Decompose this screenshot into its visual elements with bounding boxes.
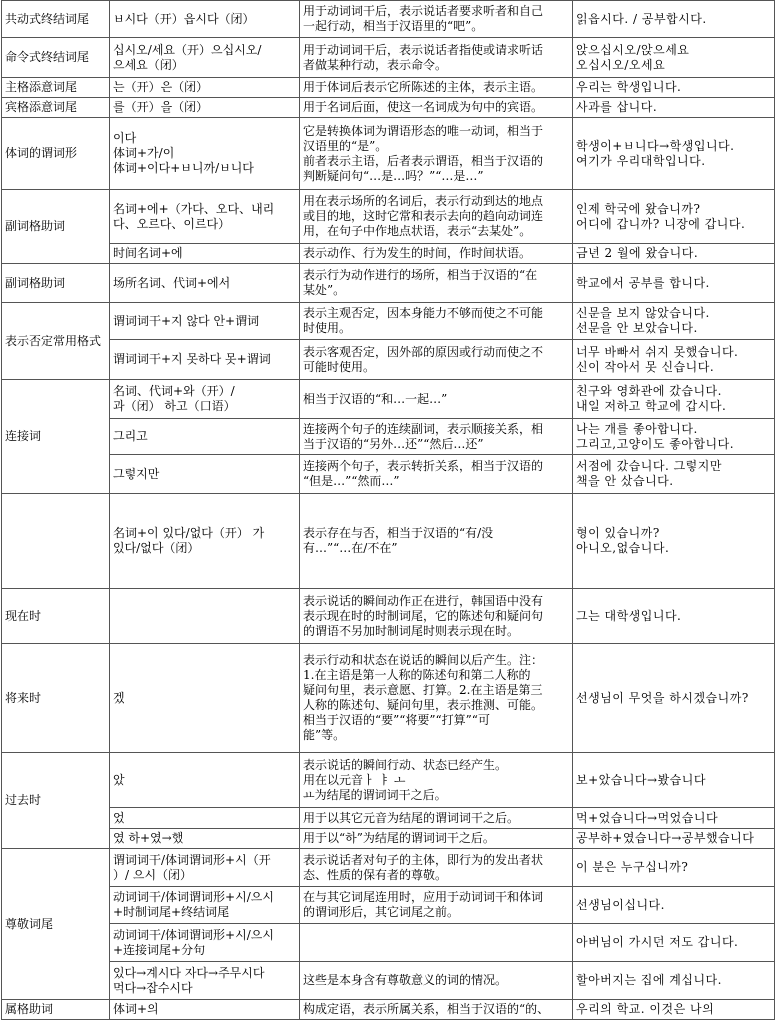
example-cell: 보+았습니다→봤습니다 [573, 753, 775, 808]
form-cell: 았 [110, 753, 300, 808]
form-cell: ㅂ시다（开）읍시다（闭） [110, 1, 300, 38]
category-cell: 主格添意词尾 [2, 78, 110, 98]
table-row [2, 494, 775, 589]
description-cell: 用于体词后表示它所陈述的主体，表示主语。 [300, 78, 573, 98]
category-cell: 宾格添意词尾 [2, 98, 110, 118]
category-cell: 过去时 [2, 753, 110, 849]
table-row [2, 924, 775, 962]
example-cell: 우리의 학교. 이것은 나의 [573, 1000, 775, 1020]
description-cell: 表示行为动作进行的场所，相当于汉语的“在 某处”。 [300, 264, 573, 303]
form-cell: 그렇지만 [110, 455, 300, 494]
table-row [2, 849, 775, 887]
example-cell: 할아버지는 집에 계십니다. [573, 962, 775, 1000]
form-cell: 名词+이 있다/없다（开） 가 있다/없다（闭） [110, 494, 300, 589]
example-cell: 사과를 삽니다. [573, 98, 775, 118]
description-cell [300, 924, 573, 962]
table-row [2, 303, 775, 340]
table-row [2, 644, 775, 753]
description-cell: 相当于汉语的“和…一起…” [300, 380, 573, 419]
table-row [2, 887, 775, 924]
category-cell: 现在时 [2, 589, 110, 644]
table-row [2, 78, 775, 98]
table-row [2, 264, 775, 303]
form-cell: 动词词干/体词谓词形+시/으시 +时制词尾+终结词尾 [110, 887, 300, 924]
form-cell [110, 589, 300, 644]
example-cell: 우리는 학생입니다. [573, 78, 775, 98]
example-cell: 너무 바빠서 쉬지 못했습니다. 신이 작아서 못 신습니다. [573, 340, 775, 380]
description-cell: 连接两个句子，表示转折关系，相当于汉语的 “但是…”“然而…” [300, 455, 573, 494]
category-cell: 表示否定常用格式 [2, 303, 110, 380]
description-cell: 用于动词词干后，表示说话者要求听者和自己 一起行动，相当于汉语里的“吧”。 [300, 1, 573, 38]
description-cell: 表示客观否定，因外部的原因或行动而使之不 可能时使用。 [300, 340, 573, 380]
category-cell: 连接词 [2, 380, 110, 494]
description-cell: 这些是本身含有尊敬意义的词的情况。 [300, 962, 573, 1000]
table-row [2, 340, 775, 380]
category-cell: 尊敬词尾 [2, 849, 110, 1000]
table-row [2, 244, 775, 264]
form-cell: 动词词干/体词谓词形+시/으시 +连接词尾+分句 [110, 924, 300, 962]
grammar-table [1, 0, 775, 1020]
form-cell: 있다→계시다 자다→주무시다 먹다→잡수시다 [110, 962, 300, 1000]
form-cell: 이다 体词+가/이 体词+이다+ㅂ니까/ㅂ니다 [110, 118, 300, 190]
example-cell: 인제 학국에 왔습니까? 어디에 갑니까? 니장에 갑니다. [573, 190, 775, 244]
example-cell: 아버님이 가시던 저도 갑니다. [573, 924, 775, 962]
table-row [2, 589, 775, 644]
table-row [2, 98, 775, 118]
description-cell: 表示说话的瞬间行动、状态已经产生。 用在以元音ㅏ ㅑ ㅗ ㅛ为结尾的谓词词干之后。 [300, 753, 573, 808]
example-cell: 먹+었습니다→먹었습니다 [573, 808, 775, 829]
example-cell: 선생님이십니다. [573, 887, 775, 924]
example-cell: 앉으십시오/앉으세요 오십시오/오세요 [573, 38, 775, 78]
form-cell: 겠 [110, 644, 300, 753]
description-cell: 用于动词词干后，表示说话者指使或请求听话 者做某种行动，表示命令。 [300, 38, 573, 78]
table-row [2, 118, 775, 190]
example-cell: 공부하+였습니다→공부했습니다 [573, 829, 775, 849]
example-cell: 형이 있습니까? 아니오,없습니다. [573, 494, 775, 589]
description-cell: 用于以其它元音为结尾的谓词词干之后。 [300, 808, 573, 829]
form-cell: 谓词词干+지 못하다 못+谓词 [110, 340, 300, 380]
example-cell: 나는 개를 좋아합니다. 그리고,고양이도 좋아합니다. [573, 419, 775, 455]
table-row [2, 419, 775, 455]
form-cell: 时间名词+에 [110, 244, 300, 264]
table-row [2, 753, 775, 808]
table-row [2, 808, 775, 829]
category-cell: 副词格助词 [2, 264, 110, 303]
form-cell: 场所名词、代词+에서 [110, 264, 300, 303]
table-row [2, 455, 775, 494]
description-cell: 用在表示场所的名词后，表示行动到达的地点 或目的地，这时它常和表示去向的趋向动词连 用，在句子中作地点状语，表示“去某处”。 [300, 190, 573, 244]
form-cell: 는（开）은（闭） [110, 78, 300, 98]
description-cell: 连接两个句子的连续副词，表示顺接关系，相 当于汉语的“另外…还”“然后…还” [300, 419, 573, 455]
category-cell: 共动式终结词尾 [2, 1, 110, 38]
form-cell: 를（开）을（闭） [110, 98, 300, 118]
description-cell: 表示行动和状态在说话的瞬间以后产生。注： 1.在主语是第一人称的陈述句和第二人称的 疑问句里，表示意愿、打算。2.在主语是第三 人称的陈述句、疑问句里，表示推测、可能。 相当于汉语的“要”“将要”“打算”“可 能”等。 [300, 644, 573, 753]
description-cell: 用于以“하”为结尾的谓词词干之后。 [300, 829, 573, 849]
description-cell: 表示说话的瞬间动作正在进行，韩国语中没有 表示现在时的时制词尾，它的陈述句和疑问句 的谓语不另加时制词尾时则表示现在时。 [300, 589, 573, 644]
description-cell: 用于名词后面，使这一名词成为句中的宾语。 [300, 98, 573, 118]
category-cell: 命令式终结词尾 [2, 38, 110, 78]
form-cell: 십시오/세요（开）으십시오/ 으세요（闭） [110, 38, 300, 78]
description-cell: 表示说话者对句子的主体，即行为的发出者状 态、性质的保有者的尊敬。 [300, 849, 573, 887]
form-cell: 그리고 [110, 419, 300, 455]
category-cell: 体词的谓词形 [2, 118, 110, 190]
category-cell: 属格助词 [2, 1000, 110, 1020]
table-row [2, 380, 775, 419]
example-cell: 학생이+ㅂ니다→학생입니다. 여기가 우리대학입니다. [573, 118, 775, 190]
category-cell: 副词格助词 [2, 190, 110, 264]
description-cell: 它是转换体词为谓语形态的唯一动词，相当于 汉语里的“是”。 前者表示主语，后者表示谓语，相当于汉语的 判断疑问句“…是…吗？”“…是…” [300, 118, 573, 190]
form-cell: 谓词词干+지 않다 안+谓词 [110, 303, 300, 340]
table-row [2, 1000, 775, 1020]
example-cell: 이 분은 누구십니까? [573, 849, 775, 887]
form-cell: 体词+의 [110, 1000, 300, 1020]
description-cell: 表示主观否定，因本身能力不够而使之不可能 时使用。 [300, 303, 573, 340]
description-cell: 构成定语，表示所属关系，相当于汉语的“的、 [300, 1000, 573, 1020]
example-cell: 그는 대학생입니다. [573, 589, 775, 644]
form-cell: 谓词词干/体词谓词形+시（开 ）/ 으시（闭） [110, 849, 300, 887]
table-row [2, 962, 775, 1000]
example-cell: 서점에 갔습니다. 그렇지만 책을 안 샀습니다. [573, 455, 775, 494]
table-row [2, 1, 775, 38]
category-cell [2, 494, 110, 589]
form-cell: 名词、代词+와（开）/ 과（闭） 하고（口语） [110, 380, 300, 419]
example-cell: 읽읍시다. / 공부합시다. [573, 1, 775, 38]
table-row [2, 190, 775, 244]
form-cell: 었 [110, 808, 300, 829]
example-cell: 선생님이 무엇을 하시겠습니까? [573, 644, 775, 753]
example-cell: 금년 2 월에 왔습니다. [573, 244, 775, 264]
description-cell: 表示存在与否，相当于汉语的“有/没 有…”“…在/不在” [300, 494, 573, 589]
description-cell: 表示动作、行为发生的时间，作时间状语。 [300, 244, 573, 264]
table-row [2, 38, 775, 78]
category-cell: 将来时 [2, 644, 110, 753]
form-cell: 名词+에+（가다、오다、내리 다、오르다、이르다） [110, 190, 300, 244]
form-cell: 였 하+였→했 [110, 829, 300, 849]
example-cell: 신문을 보지 않았습니다. 선문을 안 보았습니다. [573, 303, 775, 340]
example-cell: 학교에서 공부를 합니다. [573, 264, 775, 303]
example-cell: 친구와 영화관에 갔습니다. 내일 저하고 학교에 갑시다. [573, 380, 775, 419]
table-row [2, 829, 775, 849]
description-cell: 在与其它词尾连用时，应用于动词词干和体词 的谓词形后，其它词尾之前。 [300, 887, 573, 924]
